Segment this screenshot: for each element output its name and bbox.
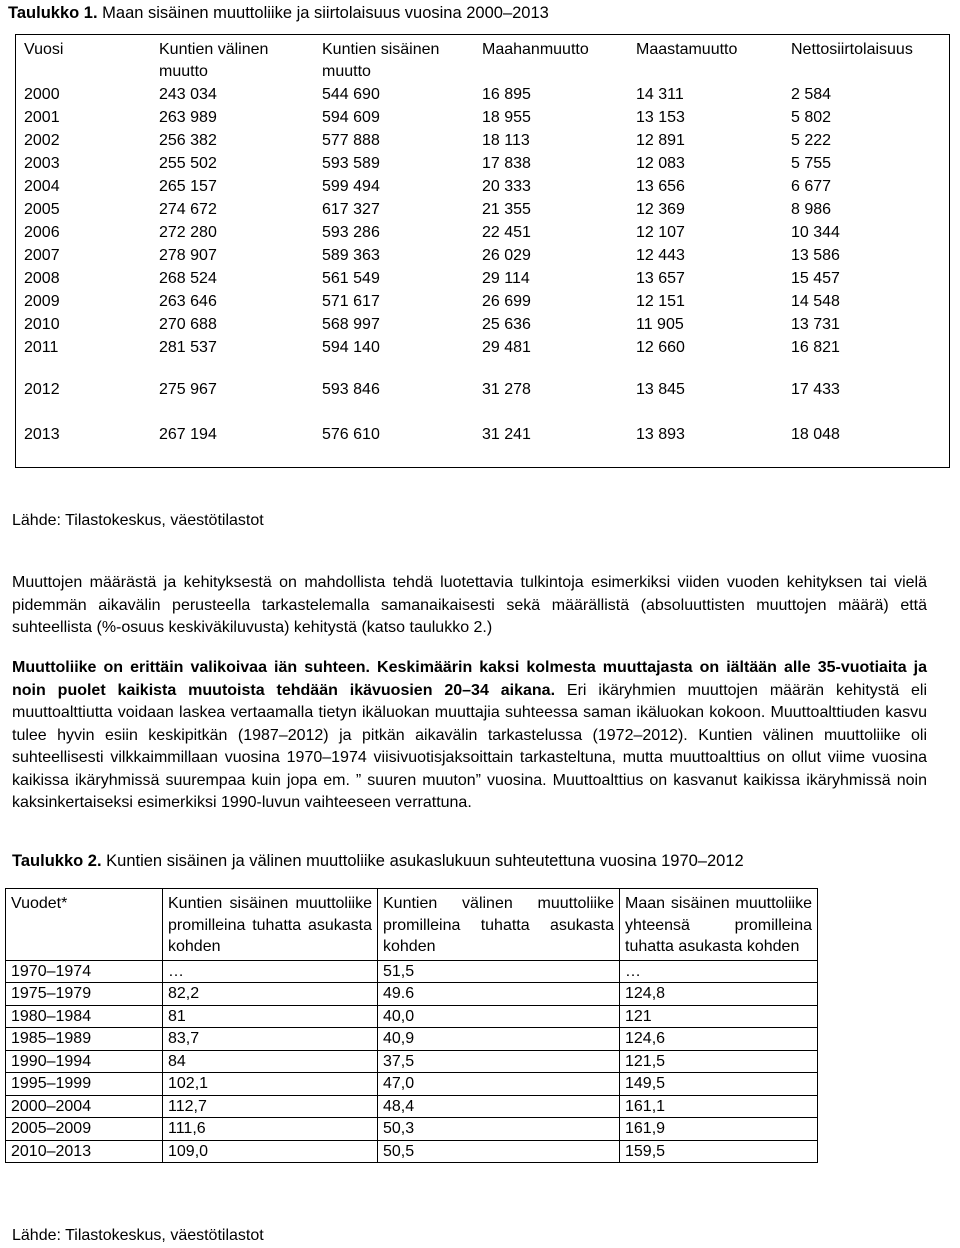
table2-value-cell: 82,2: [163, 983, 378, 1006]
table2-value-cell: 161,1: [620, 1095, 818, 1118]
table1-year-cell: 2012: [24, 381, 60, 398]
table1-value-cell: 29 114: [482, 270, 530, 287]
table2-period-cell: 1990–1994: [6, 1050, 163, 1073]
table2-period-cell: 1995–1999: [6, 1073, 163, 1096]
table1-year-cell: 2008: [24, 270, 60, 287]
table1-value-cell: 8 986: [791, 201, 832, 218]
table2-value-cell: 51,5: [378, 960, 620, 983]
table-row: [6, 1073, 818, 1096]
table1-value-cell: 12 369: [636, 201, 685, 218]
table2-value-cell: 159,5: [620, 1140, 818, 1163]
table2-value-cell: 121,5: [620, 1050, 818, 1073]
table1-value-cell: 18 113: [482, 132, 530, 149]
table-row: [6, 960, 818, 983]
table1-header-cell: Maastamuutto: [636, 41, 738, 58]
table1-value-cell: 12 660: [636, 339, 685, 356]
table1-value-cell: 2 584: [791, 86, 832, 103]
table2-value-cell: 111,6: [163, 1118, 378, 1141]
table1-value-cell: 594 609: [322, 109, 380, 126]
table1-value-cell: 13 893: [636, 426, 685, 443]
table2-header-cell: Vuodet*: [6, 889, 163, 961]
table2-value-cell: 161,9: [620, 1118, 818, 1141]
paragraph-2-bold-lead: Muuttoliike on erittäin valikoivaa iän suhteen.: [12, 659, 370, 676]
table2-period-cell: 1970–1974: [6, 960, 163, 983]
table2-value-cell: 124,8: [620, 983, 818, 1006]
table1-value-cell: 20 333: [482, 178, 531, 195]
table2-value-cell: 48,4: [378, 1095, 620, 1118]
table1-value-cell: 17 838: [482, 155, 531, 172]
table1-value-cell: 267 194: [159, 426, 217, 443]
table2-value-cell: 50,3: [378, 1118, 620, 1141]
table1-year-cell: 2003: [24, 155, 60, 172]
table-row: [6, 1005, 818, 1028]
table1-value-cell: 577 888: [322, 132, 380, 149]
table1-value-cell: 11 905: [636, 316, 684, 333]
table1-value-cell: 12 083: [636, 155, 685, 172]
table1-year-cell: 2006: [24, 224, 60, 241]
table1-caption-label: Taulukko 1.: [8, 4, 98, 22]
table1-source: Lähde: Tilastokeskus, väestötilastot: [12, 512, 264, 529]
table1-value-cell: 6 677: [791, 178, 832, 195]
table1-value-cell: 617 327: [322, 201, 380, 218]
table1-value-cell: 544 690: [322, 86, 380, 103]
table-row: [6, 1028, 818, 1051]
table2-header-cell: Maan sisäinen muuttoliike yhteensä promilleina tuhatta asukasta kohden: [620, 889, 818, 961]
table1-value-cell: 18 955: [482, 109, 531, 126]
table2-value-cell: 109,0: [163, 1140, 378, 1163]
table1-value-cell: 576 610: [322, 426, 380, 443]
table1-value-cell: 268 524: [159, 270, 217, 287]
table2-value-cell: 47,0: [378, 1073, 620, 1096]
table1-year-cell: 2013: [24, 426, 60, 443]
migration-table: [15, 34, 950, 468]
table1-year-cell: 2005: [24, 201, 60, 218]
paragraph-1: [12, 572, 927, 640]
table1-value-cell: 593 286: [322, 224, 380, 241]
table1-year-cell: 2011: [24, 339, 59, 356]
table1-value-cell: 5 755: [791, 155, 832, 172]
table1-value-cell: 599 494: [322, 178, 380, 195]
table2-value-cell: …: [163, 960, 378, 983]
table1-year-cell: 2000: [24, 86, 60, 103]
table1-value-cell: 256 382: [159, 132, 217, 149]
table1-header-cell: Kuntien välinen muutto: [159, 41, 269, 80]
table2-value-cell: 121: [620, 1005, 818, 1028]
table1-value-cell: 21 355: [482, 201, 531, 218]
table1-value-cell: 274 672: [159, 201, 217, 218]
table1-caption: [8, 3, 549, 23]
migration-rate-table: [5, 888, 818, 1163]
table2-value-cell: 81: [163, 1005, 378, 1028]
table2-header-cell: Kuntien välinen muuttoliike promilleina tuhatta asukasta kohden: [378, 889, 620, 961]
table1-value-cell: 29 481: [482, 339, 531, 356]
table1-value-cell: 275 967: [159, 381, 217, 398]
table1-value-cell: 25 636: [482, 316, 531, 333]
table1-value-cell: 272 280: [159, 224, 217, 241]
paragraph-2: [12, 657, 927, 815]
table-row: [6, 1140, 818, 1163]
table2-value-cell: …: [620, 960, 818, 983]
table1-header-cell: Maahanmuutto: [482, 41, 589, 58]
table2-value-cell: 40,0: [378, 1005, 620, 1028]
table1-value-cell: 263 989: [159, 109, 217, 126]
table2-source: Lähde: Tilastokeskus, väestötilastot: [12, 1227, 264, 1244]
table1-value-cell: 10 344: [791, 224, 840, 241]
table1-value-cell: 13 657: [636, 270, 685, 287]
table2-period-cell: 1985–1989: [6, 1028, 163, 1051]
table2-value-cell: 50,5: [378, 1140, 620, 1163]
table1-value-cell: 13 656: [636, 178, 685, 195]
table1-value-cell: 22 451: [482, 224, 531, 241]
table1-value-cell: 5 222: [791, 132, 832, 149]
table2-value-cell: 149,5: [620, 1073, 818, 1096]
table1-value-cell: 263 646: [159, 293, 217, 310]
table1-value-cell: 561 549: [322, 270, 380, 287]
table2-value-cell: 112,7: [163, 1095, 378, 1118]
table1-year-cell: 2007: [24, 247, 60, 264]
table1-value-cell: 594 140: [322, 339, 380, 356]
table1-year-cell: 2001: [24, 109, 60, 126]
table1-value-cell: 26 699: [482, 293, 531, 310]
table1-value-cell: 270 688: [159, 316, 217, 333]
table1-value-cell: 16 895: [482, 86, 531, 103]
table-row: [6, 983, 818, 1006]
table1-value-cell: 31 278: [482, 381, 531, 398]
table-row: [6, 1050, 818, 1073]
table-row: [6, 1118, 818, 1141]
table1-value-cell: 13 845: [636, 381, 685, 398]
table1-header-cell: Kuntien sisäinen muutto: [322, 41, 440, 80]
table2-value-cell: 84: [163, 1050, 378, 1073]
table2-caption: [12, 851, 744, 871]
table2-caption-label: Taulukko 2.: [12, 852, 102, 870]
table-row: [6, 1095, 818, 1118]
table1-value-cell: 12 151: [636, 293, 685, 310]
table1-value-cell: 589 363: [322, 247, 380, 264]
table1-value-cell: 593 846: [322, 381, 380, 398]
paragraph-2-text: Eri ikäryhmien muuttojen määrän kehitystä eli muuttoalttiutta voidaan laskea vertaamalla tietyn ikäluokan muuttajia suhteessa saman ikäluokan kokoon. Muuttoalttiuden kasvu tulee hyvin esiin keskipitkän (1987–2012) ja pitkän aikavälin tarkastelussa (1972–2012). Kuntien välinen muuttoliike oli suhteellisesti vilkkaimmillaan vuosina 1970–1974 viisivuotisjaksoittain tarkasteltuna, mutta muuttoalttius on ollut viime vuosina kaikissa ikäryhmissä suurempaa kuin jopa em. ” suuren muuton” vuosina. Muuttoalttius on kasvanut kaikissa ikäryhmissä noin kaksinkertaiseksi esimerkiksi 1990-luvun vaihteeseen verrattuna.: [12, 681, 928, 811]
paragraph-1-text: Muuttojen määrästä ja kehityksestä on mahdollista tehdä luotettavia tulkintoja esimerkiksi viiden vuoden kehityksen tai vielä pidemmän aikavälin perusteella tarkastelemalla samanaikaisesti sekä määrällistä (absoluuttisten muuttojen määrä) että suhteellista (%-osuus keskiväkiluvusta) kehitystä (katso taulukko 2.): [12, 574, 927, 636]
table1-value-cell: 18 048: [791, 426, 840, 443]
table1-year-cell: 2010: [24, 316, 60, 333]
table1-header-cell: Nettosiirtolaisuus: [791, 41, 913, 58]
table1-year-cell: 2002: [24, 132, 60, 149]
paragraph-2-bold-second: Keskimäärin kaksi kolmesta muuttajasta on iältään alle 35-vuotiaita ja noin puolet kaikista muutoista tehdään ikävuosien 20–34 aikana.: [12, 659, 927, 699]
table2-period-cell: 1975–1979: [6, 983, 163, 1006]
table1-value-cell: 31 241: [482, 426, 531, 443]
table2-period-cell: 2005–2009: [6, 1118, 163, 1141]
table2-header-row: [6, 889, 818, 961]
table1-value-cell: 265 157: [159, 178, 217, 195]
table1-year-cell: 2009: [24, 293, 60, 310]
table1-year-cell: 2004: [24, 178, 60, 195]
table1-value-cell: 16 821: [791, 339, 840, 356]
table2-value-cell: 102,1: [163, 1073, 378, 1096]
table2-header-cell: Kuntien sisäinen muuttoliike promilleina tuhatta asukasta kohden: [163, 889, 378, 961]
table1-value-cell: 15 457: [791, 270, 840, 287]
table1-value-cell: 243 034: [159, 86, 217, 103]
table1-value-cell: 13 586: [791, 247, 840, 264]
table2-period-cell: 2010–2013: [6, 1140, 163, 1163]
table2-period-cell: 2000–2004: [6, 1095, 163, 1118]
table1-header-cell: Vuosi: [24, 41, 64, 58]
table1-value-cell: 281 537: [159, 339, 217, 356]
table1-value-cell: 12 107: [636, 224, 685, 241]
table2-value-cell: 40,9: [378, 1028, 620, 1051]
table1-value-cell: 13 153: [636, 109, 685, 126]
table1-value-cell: 12 443: [636, 247, 685, 264]
table1-caption-text: Maan sisäinen muuttoliike ja siirtolaisuus vuosina 2000–2013: [97, 4, 549, 22]
table1-value-cell: 568 997: [322, 316, 380, 333]
table1-value-cell: 5 802: [791, 109, 832, 126]
table1-value-cell: 17 433: [791, 381, 840, 398]
table2-caption-text: Kuntien sisäinen ja välinen muuttoliike asukaslukuun suhteutettuna vuosina 1970–2012: [101, 852, 744, 870]
table1-value-cell: 12 891: [636, 132, 685, 149]
table1-value-cell: 14 311: [636, 86, 684, 103]
table2-value-cell: 49.6: [378, 983, 620, 1006]
table1-value-cell: 593 589: [322, 155, 380, 172]
table2-value-cell: 124,6: [620, 1028, 818, 1051]
table1-value-cell: 571 617: [322, 293, 380, 310]
table1-value-cell: 278 907: [159, 247, 217, 264]
table2-value-cell: 83,7: [163, 1028, 378, 1051]
table2-value-cell: 37,5: [378, 1050, 620, 1073]
table1-value-cell: 26 029: [482, 247, 531, 264]
table1-value-cell: 14 548: [791, 293, 840, 310]
table1-value-cell: 255 502: [159, 155, 217, 172]
table1-value-cell: 13 731: [791, 316, 840, 333]
table2-period-cell: 1980–1984: [6, 1005, 163, 1028]
